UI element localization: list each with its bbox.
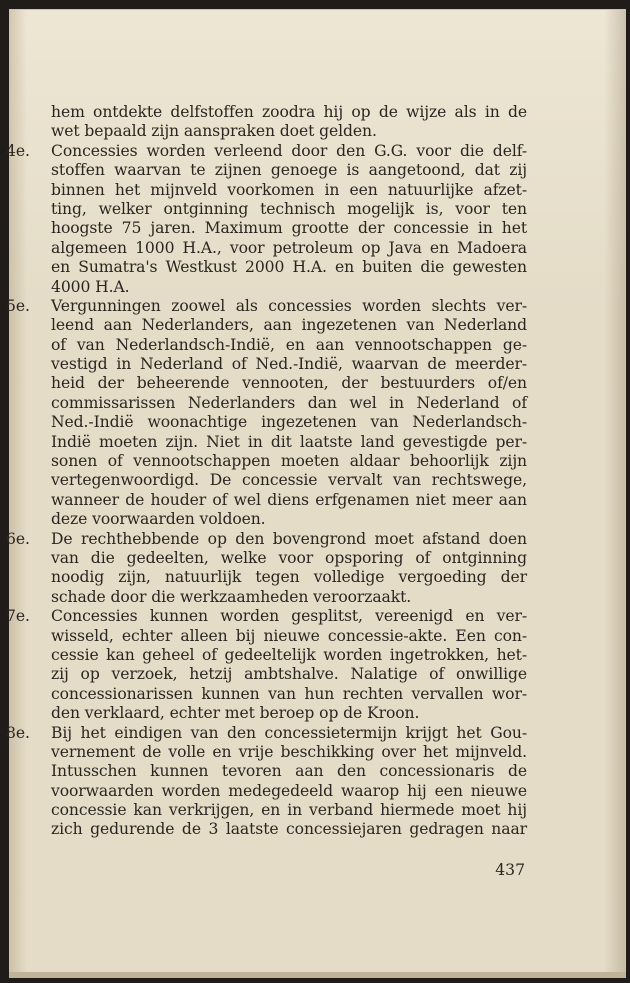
list-item xyxy=(6,141,527,297)
list-item xyxy=(6,296,527,530)
text-line: of van Nederlandsch-Indië, en aan vennootschappen ge- xyxy=(51,335,527,354)
text-line: en Sumatra's Westkust 2000 H.A. en buiten die gewesten xyxy=(51,258,527,277)
text-line: deze voorwaarden voldoen. xyxy=(51,510,266,529)
item-number: 6e. xyxy=(6,529,30,548)
text-line: cessie kan geheel of gedeeltelijk worden ingetrokken, het- xyxy=(51,645,527,664)
text-line: Ned.-Indië woonachtige ingezetenen van Nederlandsch- xyxy=(51,413,527,432)
text-line: De rechthebbende op den bovengrond moet afstand doen xyxy=(51,529,527,548)
text-line: hoogste 75 jaren. Maximum grootte der concessie in het xyxy=(51,219,527,238)
text-line: hem ontdekte delfstoffen zoodra hij op de wijze als in de xyxy=(51,103,527,121)
text-line: noodig zijn, natuurlijk tegen volledige vergoeding der xyxy=(51,568,527,587)
text-line: algemeen 1000 H.A., voor petroleum op Java en Madoera xyxy=(51,238,527,257)
text-line: sonen of vennootschappen moeten aldaar behoorlijk zijn xyxy=(51,452,527,471)
list-item xyxy=(6,723,527,840)
text-line: Intusschen kunnen tevoren aan den concessionaris de xyxy=(51,762,527,781)
list-item xyxy=(6,607,527,723)
text-line: Concessies worden verleend door den G.G. voor die delf- xyxy=(51,141,527,160)
text-line: concessie kan verkrijgen, en in verband hiermede moet hij xyxy=(51,801,527,820)
text-line: stoffen waarvan te zijnen genoege is aangetoond, dat zij xyxy=(51,161,527,180)
list-item xyxy=(6,529,527,608)
text-line: concessionarissen kunnen van hun rechten vervallen wor- xyxy=(51,684,527,703)
text-line: Indië moeten zijn. Niet in dit laatste land gevestigde per- xyxy=(51,432,527,451)
text-line: heid der beheerende vennooten, der bestuurders of/en xyxy=(51,374,527,393)
text-line: Bij het eindigen van den concessietermijn krijgt het Gou- xyxy=(51,723,527,742)
text-line: Vergunningen zoowel als concessies worden slechts ver- xyxy=(51,296,527,315)
text-line: den verklaard, echter met beroep op de Kroon. xyxy=(51,704,420,723)
text-line: wisseld, echter alleen bij nieuwe concessie-akte. Een con- xyxy=(51,626,527,645)
text-line: voorwaarden worden medegedeeld waarop hij een nieuwe xyxy=(51,781,527,800)
text-line: van die gedeelten, welke voor opsporing of ontginning xyxy=(51,548,527,567)
text-line: 4000 H.A. xyxy=(51,277,130,296)
text-line: schade door die werkzaamheden veroorzaakt. xyxy=(51,587,412,606)
text-line: binnen het mijnveld voorkomen in een natuurlijke afzet- xyxy=(51,180,527,199)
text-line: leend aan Nederlanders, aan ingezetenen van Nederland xyxy=(51,316,527,335)
text-line: ting, welker ontginning technisch mogelijk is, voor ten xyxy=(51,199,527,218)
body-text xyxy=(6,103,527,840)
text-line: wet bepaald zijn aanspraken doet gelden. xyxy=(51,122,377,141)
text-line: zij op verzoek, hetzij ambtshalve. Nalatige of onwillige xyxy=(51,665,527,684)
page-number: 437 xyxy=(495,861,525,879)
item-number: 5e. xyxy=(6,296,30,315)
text-line: vertegenwoordigd. De concessie vervalt van rechtswege, xyxy=(51,471,527,490)
continuation-paragraph xyxy=(51,103,527,142)
text-line: commissarissen Nederlanders dan wel in Nederland of xyxy=(51,393,527,412)
item-number: 7e. xyxy=(6,607,30,626)
page-edge xyxy=(9,972,626,978)
text-line: vernement de volle en vrije beschikking over het mijnveld. xyxy=(51,742,527,761)
text-line: wanneer de houder of wel diens erfgenamen niet meer aan xyxy=(51,490,527,509)
text-line: vestigd in Nederland of Ned.-Indië, waarvan de meerder- xyxy=(51,355,527,374)
text-line: zich gedurende de 3 laatste concessiejaren gedragen naar xyxy=(51,820,527,839)
item-number: 4e. xyxy=(6,141,30,160)
item-number: 8e. xyxy=(6,723,30,742)
text-line: Concessies kunnen worden gesplitst, vereenigd en ver- xyxy=(51,607,527,626)
